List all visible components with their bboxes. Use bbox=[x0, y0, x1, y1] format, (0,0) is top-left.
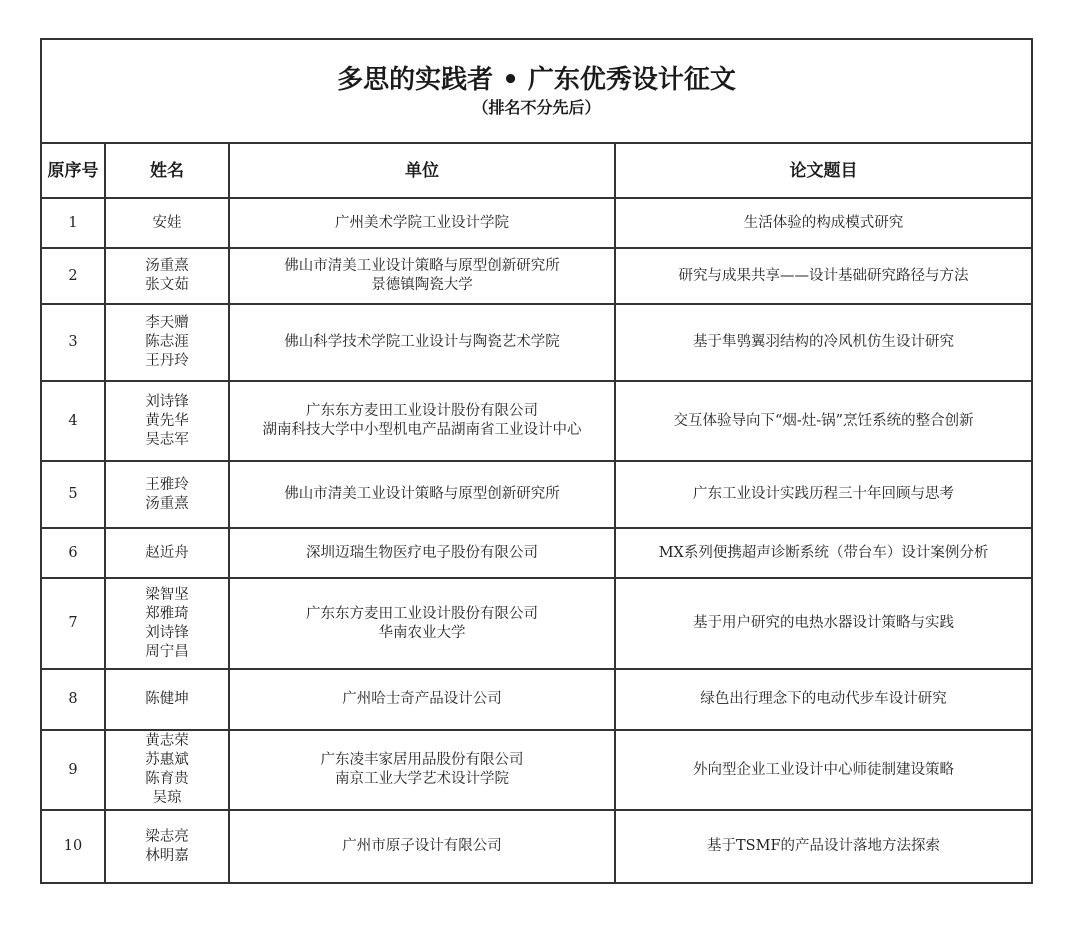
table-row bbox=[41, 578, 1032, 669]
affiliation: 广东凌丰家居用品股份有限公司 bbox=[320, 752, 524, 768]
column-header-topic-label: 论文题目 bbox=[789, 160, 858, 181]
author-name: 陈志涯 bbox=[145, 334, 189, 350]
author-names bbox=[105, 528, 229, 578]
essay-topic: 外向型企业工业设计中心师徒制建设策略 bbox=[615, 730, 1032, 810]
column-header-name-label: 姓名 bbox=[150, 160, 184, 181]
affiliation: 深圳迈瑞生物医疗电子股份有限公司 bbox=[306, 544, 538, 561]
column-header-name bbox=[105, 143, 229, 198]
essay-topic: 基于TSMF的产品设计落地方法探索 bbox=[615, 810, 1032, 883]
row-number: 8 bbox=[41, 669, 105, 730]
row-number: 7 bbox=[41, 578, 105, 669]
author-name: 王雅玲 bbox=[145, 476, 189, 493]
table-row bbox=[41, 248, 1032, 304]
author-names bbox=[105, 810, 229, 883]
essay-topic: 绿色出行理念下的电动代步车设计研究 bbox=[615, 669, 1032, 730]
author-names bbox=[105, 669, 229, 730]
essay-topic: 生活体验的构成模式研究 bbox=[615, 198, 1032, 248]
author-name: 梁智坚 bbox=[145, 586, 189, 603]
author-name: 林明嘉 bbox=[145, 847, 189, 864]
author-name: 汤重熹 bbox=[145, 495, 189, 512]
row-number: 10 bbox=[41, 810, 105, 883]
column-header-no bbox=[41, 143, 105, 198]
page-title: 多思的实践者 • 广东优秀设计征文 bbox=[337, 65, 736, 95]
column-header-org bbox=[229, 143, 615, 198]
title-cell bbox=[41, 39, 1032, 143]
author-name: 李天赠 bbox=[145, 315, 189, 331]
author-names bbox=[105, 381, 229, 461]
essay-topic: 交互体验导向下“烟-灶-锅”烹饪系统的整合创新 bbox=[615, 381, 1032, 461]
row-number: 5 bbox=[41, 461, 105, 528]
author-name: 黄先华 bbox=[145, 412, 189, 429]
author-name: 陈育贵 bbox=[145, 771, 189, 787]
affiliation: 佛山市清美工业设计策略与原型创新研究所 bbox=[284, 258, 560, 274]
affiliation: 佛山市清美工业设计策略与原型创新研究所 bbox=[284, 486, 560, 502]
essay-list-table bbox=[40, 38, 1033, 884]
table-row bbox=[41, 304, 1032, 381]
table-row bbox=[41, 381, 1032, 461]
author-names bbox=[105, 304, 229, 381]
affiliation: 华南农业大学 bbox=[378, 624, 466, 641]
affiliations bbox=[229, 304, 615, 381]
affiliation: 广州市原子设计有限公司 bbox=[342, 838, 502, 854]
author-name: 郑雅琦 bbox=[145, 605, 189, 622]
author-name: 张文茹 bbox=[145, 277, 189, 293]
author-names bbox=[105, 730, 229, 810]
affiliations bbox=[229, 198, 615, 248]
author-name: 王丹玲 bbox=[145, 353, 189, 369]
affiliation: 湖南科技大学中小型机电产品湖南省工业设计中心 bbox=[262, 422, 582, 438]
author-name: 安娃 bbox=[152, 214, 182, 231]
table-body bbox=[41, 198, 1032, 883]
author-names bbox=[105, 461, 229, 528]
essay-topic: 广东工业设计实践历程三十年回顾与思考 bbox=[615, 461, 1032, 528]
author-name: 刘诗锋 bbox=[145, 393, 189, 410]
affiliations bbox=[229, 810, 615, 883]
affiliation: 景德镇陶瓷大学 bbox=[371, 277, 473, 293]
affiliations bbox=[229, 381, 615, 461]
affiliation: 南京工业大学艺术设计学院 bbox=[335, 771, 509, 787]
essay-topic: 基于用户研究的电热水器设计策略与实践 bbox=[615, 578, 1032, 669]
column-header-topic bbox=[615, 143, 1032, 198]
row-number: 1 bbox=[41, 198, 105, 248]
row-number: 4 bbox=[41, 381, 105, 461]
author-name: 黄志荣 bbox=[145, 733, 189, 749]
affiliations bbox=[229, 528, 615, 578]
affiliations bbox=[229, 578, 615, 669]
affiliation: 佛山科学技术学院工业设计与陶瓷艺术学院 bbox=[284, 334, 560, 350]
table-row bbox=[41, 198, 1032, 248]
table-row bbox=[41, 730, 1032, 810]
row-number: 6 bbox=[41, 528, 105, 578]
page-subtitle: （排名不分先后） bbox=[472, 98, 601, 117]
author-names bbox=[105, 578, 229, 669]
column-header-org-label: 单位 bbox=[405, 160, 439, 181]
author-name: 吴琼 bbox=[152, 790, 182, 806]
row-number: 2 bbox=[41, 248, 105, 304]
author-name: 赵近舟 bbox=[145, 544, 189, 561]
affiliation: 广东东方麦田工业设计股份有限公司 bbox=[306, 403, 538, 419]
row-number: 3 bbox=[41, 304, 105, 381]
affiliation: 广东东方麦田工业设计股份有限公司 bbox=[306, 605, 538, 622]
affiliations bbox=[229, 248, 615, 304]
affiliations bbox=[229, 669, 615, 730]
essay-topic: 研究与成果共享——设计基础研究路径与方法 bbox=[615, 248, 1032, 304]
affiliations bbox=[229, 461, 615, 528]
row-number: 9 bbox=[41, 730, 105, 810]
column-header-row bbox=[41, 143, 1032, 198]
author-name: 陈健坤 bbox=[145, 691, 189, 707]
author-name: 刘诗锋 bbox=[145, 624, 189, 641]
affiliation: 广州美术学院工业设计学院 bbox=[335, 214, 509, 231]
author-names bbox=[105, 248, 229, 304]
table-row bbox=[41, 669, 1032, 730]
author-names bbox=[105, 198, 229, 248]
author-name: 梁志亮 bbox=[145, 828, 189, 845]
column-header-no-label: 原序号 bbox=[47, 160, 99, 181]
author-name: 吴志军 bbox=[145, 431, 189, 448]
author-name: 苏惠斌 bbox=[145, 752, 189, 768]
table-row bbox=[41, 528, 1032, 578]
affiliations bbox=[229, 730, 615, 810]
essay-topic: 基于隼鸮翼羽结构的冷风机仿生设计研究 bbox=[615, 304, 1032, 381]
affiliation: 广州哈士奇产品设计公司 bbox=[342, 691, 502, 707]
table-row bbox=[41, 810, 1032, 883]
table-row bbox=[41, 461, 1032, 528]
author-name: 周宁昌 bbox=[145, 643, 189, 660]
essay-topic: MX系列便携超声诊断系统（带台车）设计案例分析 bbox=[615, 528, 1032, 578]
author-name: 汤重熹 bbox=[145, 258, 189, 274]
